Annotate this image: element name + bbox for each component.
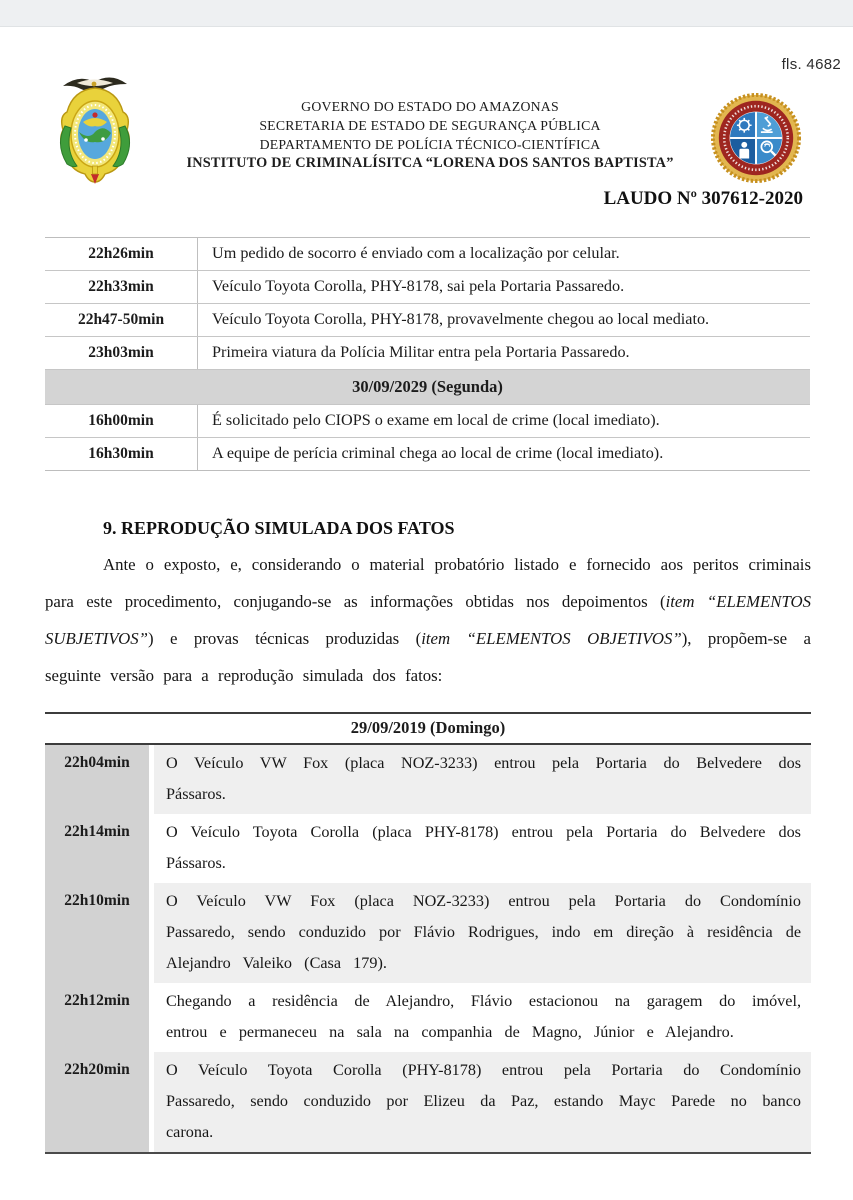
forensic-institute-seal [710,92,802,184]
event-cell: É solicitado pelo CIOPS o exame em local de crime (local imediato). [212,411,660,429]
time-cell: 22h33min [45,271,198,303]
folio-number: fls. 4682 [781,56,841,73]
date-band: 30/09/2029 (Segunda) [45,370,810,405]
event-cell: Veículo Toyota Corolla, PHY-8178, provavelmente chegou ao local mediato. [212,310,710,328]
event-cell: Primeira viatura da Polícia Militar entra pela Portaria Passaredo. [212,343,630,361]
timeline-row [45,405,810,438]
timeline-row [45,271,810,304]
time-cell: 22h47-50min [45,304,198,336]
event-cell: Chegando a residência de Alejandro, Flávio estacionou na garagem do imóvel, entrou e permaneceu na sala na companhia de Magno, Júnior e Alejandro. [154,983,811,1052]
event-cell: A equipe de perícia criminal chega ao local de crime (local imediato). [212,444,664,462]
timeline-row [45,337,810,370]
paragraph-italic: item “ELEMENTOS SUBJETIVOS” [45,592,811,648]
event-cell: O Veículo Toyota Corolla (placa PHY-8178) entrou pela Portaria do Belvedere dos Pássaros. [154,814,811,883]
timeline-table-day1 [45,237,810,471]
timeline-row [45,745,811,814]
paragraph-italic: item “ELEMENTOS OBJETIVOS” [421,629,682,648]
letterhead-line-2: SECRETARIA DE ESTADO DE SEGURANÇA PÚBLICA [259,118,601,133]
time-cell: 22h14min [45,814,154,883]
report-number: LAUDO Nº 307612-2020 [603,188,803,209]
section-heading: 9. REPRODUÇÃO SIMULADA DOS FATOS [103,518,455,538]
paragraph-text: ) e provas técnicas produzidas ( [147,629,422,648]
time-cell: 22h10min [45,883,154,983]
timeline-table-day2 [45,712,811,1154]
time-cell: 22h12min [45,983,154,1052]
event-cell: O Veículo Toyota Corolla (PHY-8178) entrou pela Portaria do Condomínio Passaredo, sendo conduzido por Elizeu da Paz, estando Mayc Parede no banco carona. [154,1052,811,1152]
letterhead-line-4: INSTITUTO DE CRIMINALÍSITCA “LORENA DOS SANTOS BAPTISTA” [186,155,674,171]
section-paragraph [45,546,811,694]
time-cell: 22h04min [45,745,154,814]
shield-center [78,109,112,159]
paragraph-text: Ante o exposto, e, considerando o material probatório listado e fornecido aos peritos criminais para este procedimento, conjugando-se as informações obtidas nos depoimentos ( [45,555,811,611]
time-cell: 16h30min [45,438,198,470]
time-cell: 16h00min [45,405,198,437]
time-cell: 23h03min [45,337,198,369]
paragraph-text: ), propõem-se a seguinte versão para a reprodução simulada dos fatos: [45,629,812,685]
letterhead [128,97,732,173]
timeline-row [45,814,811,883]
time-cell: 22h20min [45,1052,154,1152]
timeline-row [45,438,810,470]
amazonas-coat-of-arms [53,70,137,188]
timeline-row [45,883,811,983]
timeline-row [45,304,810,337]
timeline-row [45,983,811,1052]
timeline-row [45,238,810,271]
timeline-row [45,1052,811,1152]
scan-top-edge [0,0,853,27]
event-cell: O Veículo VW Fox (placa NOZ-3233) entrou pela Portaria do Condomínio Passaredo, sendo conduzido por Flávio Rodrigues, indo em direção à residência de Alejandro Valeiko (Casa 179). [154,883,811,983]
event-cell: Veículo Toyota Corolla, PHY-8178, sai pela Portaria Passaredo. [212,277,625,295]
time-cell: 22h26min [45,238,198,270]
event-cell: O Veículo VW Fox (placa NOZ-3233) entrou pela Portaria do Belvedere dos Pássaros. [154,745,811,814]
date-header: 29/09/2019 (Domingo) [45,714,811,745]
letterhead-line-1: GOVERNO DO ESTADO DO AMAZONAS [301,99,559,114]
letterhead-line-3: DEPARTAMENTO DE POLÍCIA TÉCNICO-CIENTÍFICA [259,137,601,152]
event-cell: Um pedido de socorro é enviado com a localização por celular. [212,244,620,262]
